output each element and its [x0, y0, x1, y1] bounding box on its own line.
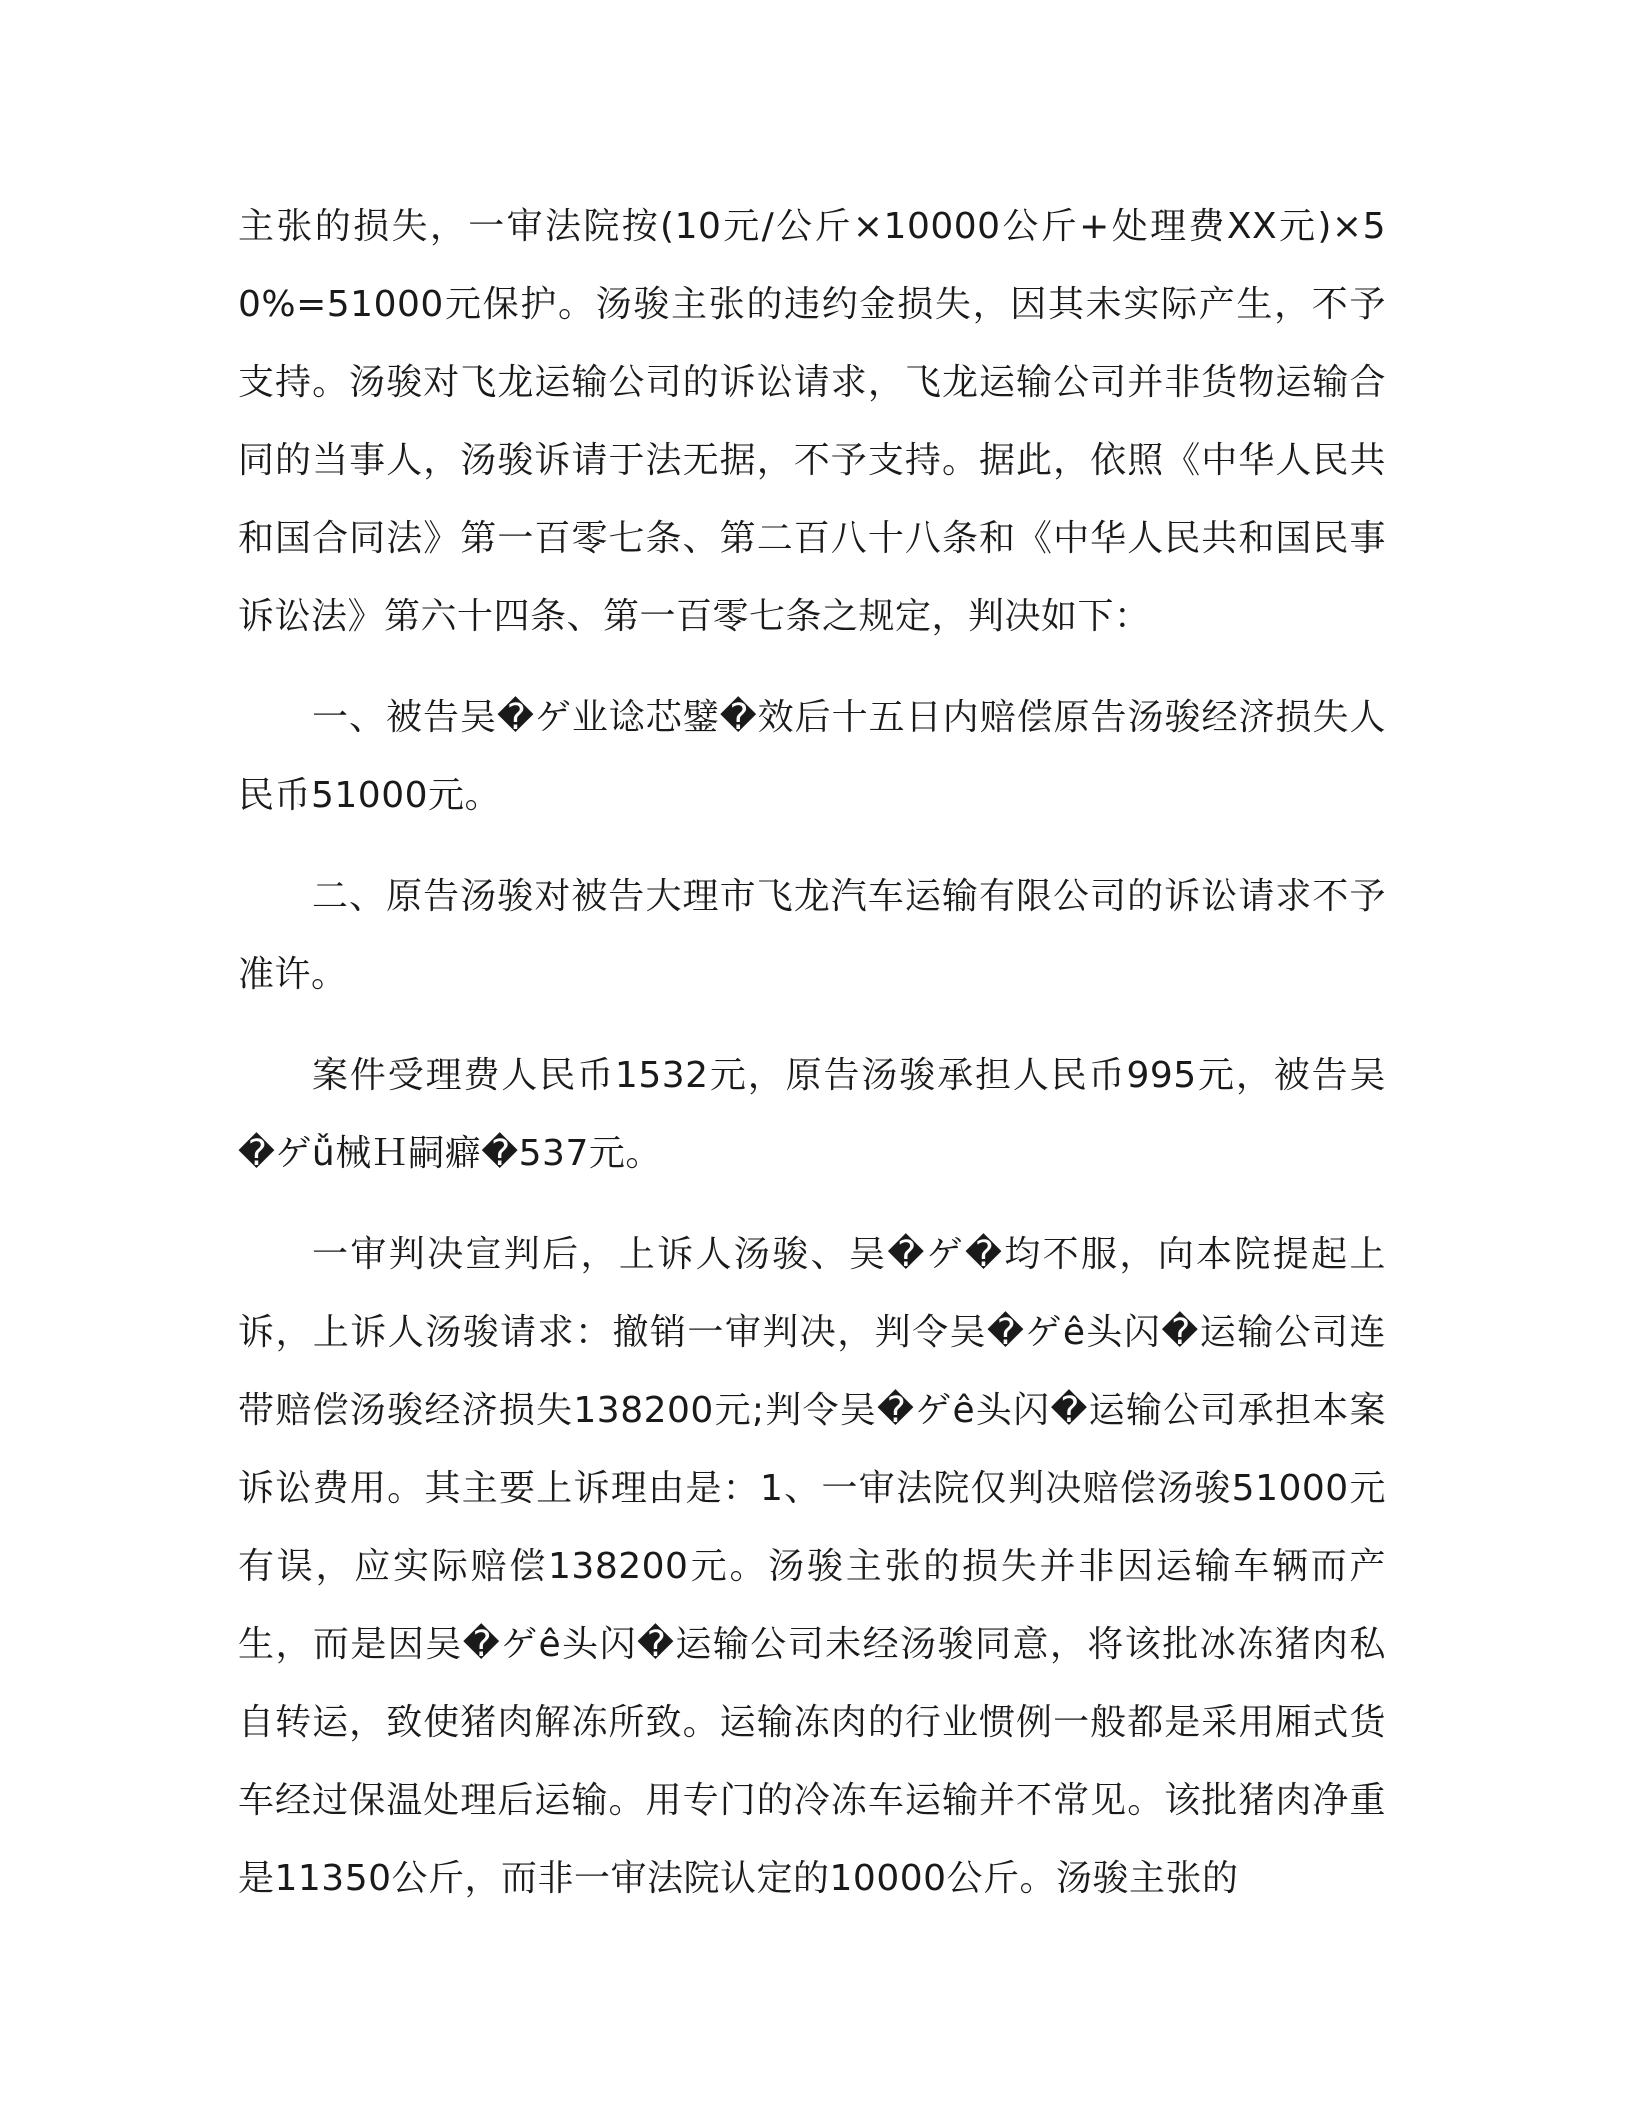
paragraph-ruling-item-1: 一、被告吴�ゲ业谂芯鐾�效后十五日内赔偿原告汤骏经济损失人民币51000元。	[238, 697, 1386, 816]
paragraph-judgment-reasoning: 主张的损失，一审法院按(10元/公斤×10000公斤+处理费XX元)×50%=51000元保护。汤骏主张的违约金损失，因其未实际产生，不予支持。汤骏对飞龙运输公司的诉讼请求，飞龙运输公司并非货物运输合同的当事人，汤骏诉请于法无据，不予支持。据此，依照《中华人民共和国合同法》第一百零七条、第二百八十八条和《中华人民共和国民事诉讼法》第六十四条、第一百零七条之规定，判决如下：	[238, 206, 1386, 637]
paragraph-case-fees: 案件受理费人民币1532元，原告汤骏承担人民币995元，被告吴�ゲǚ械Ｈ嗣癖�537元。	[238, 1055, 1386, 1174]
paragraph-ruling-item-2: 二、原告汤骏对被告大理市飞龙汽车运输有限公司的诉讼请求不予准许。	[238, 876, 1386, 995]
document-body	[238, 188, 1386, 1918]
paragraph-appeal: 一审判决宣判后，上诉人汤骏、吴�ゲ�均不服，向本院提起上诉，上诉人汤骏请求：撤销一审判决，判令吴�ゲê头闪�运输公司连带赔偿汤骏经济损失138200元;判令吴�ゲê头闪�运输公司承担本案诉讼费用。其主要上诉理由是：1、一审法院仅判决赔偿汤骏51000元有误，应实际赔偿138200元。汤骏主张的损失并非因运输车辆而产生，而是因吴�ゲê头闪�运输公司未经汤骏同意，将该批冰冻猪肉私自转运，致使猪肉解冻所致。运输冻肉的行业惯例一般都是采用厢式货车经过保温处理后运输。用专门的冷冻车运输并不常见。该批猪肉净重是11350公斤，而非一审法院认定的10000公斤。汤骏主张的	[238, 1234, 1386, 1899]
